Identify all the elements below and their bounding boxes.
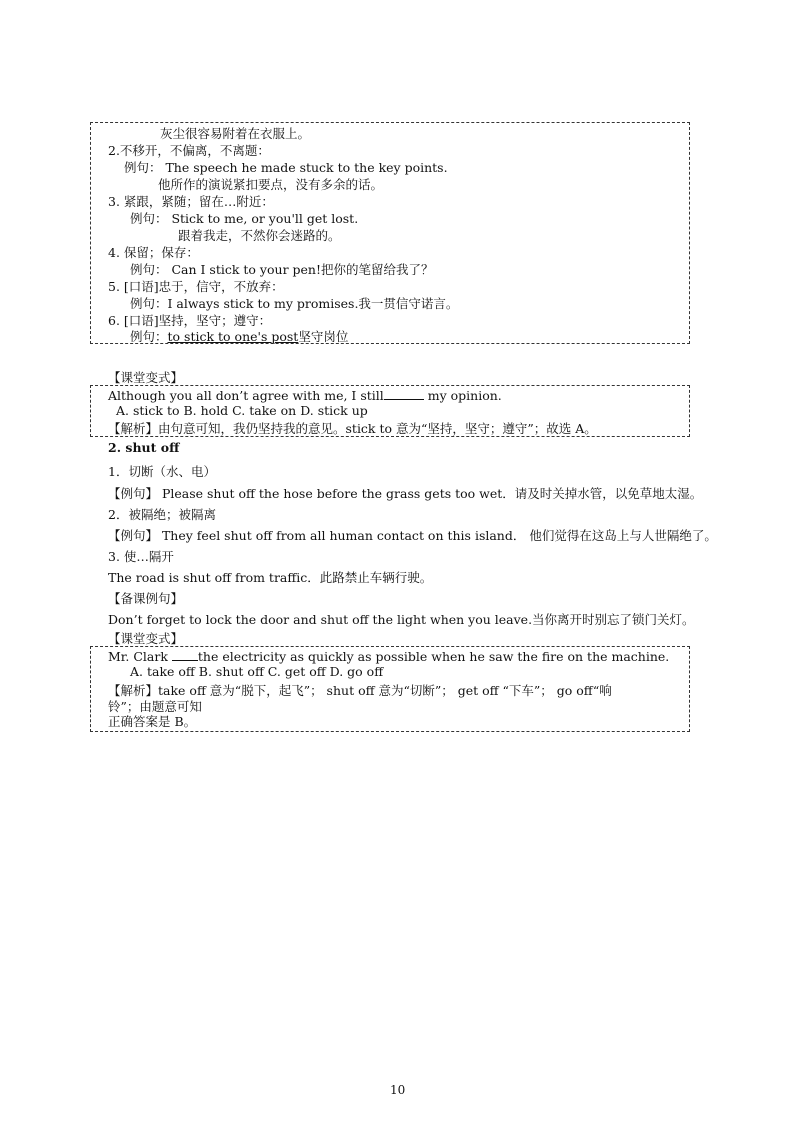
box1-line-6: 例句： Stick to me, or you'll get lost. [130, 211, 359, 226]
box1-line-9: 例句： Can I stick to your pen!把你的笔留给我了？ [130, 262, 434, 277]
meaning-1: 1．切断（水、电） [108, 464, 216, 479]
classroom-variant-heading-2: 【课堂变式】 [108, 631, 184, 646]
box1-line-7: 跟着我走，不然你会迷路的。 [178, 228, 341, 243]
exercise-2-analysis-line-2: 铃”；由题意可知 [108, 699, 202, 714]
exercise-1-options: A. stick to B. hold C. take on D. stick up [116, 403, 368, 418]
prep-example: Don’t forget to lock the door and shut off the light when you leave.当你离开时别忘了锁门关灯。 [108, 612, 695, 627]
example-1: 【例句】 Please shut off the hose before the grass gets too wet．请及时关掉水管，以免草地太湿。 [108, 486, 703, 501]
box1-line-10: 5. [口语]忠于，信守，不放弃： [108, 279, 284, 294]
exercise-2-analysis-line-1: 【解析】take off 意为“脱下，起飞”； shut off 意为“切断”； get off “下车”； go off“响 [108, 683, 612, 698]
box1-line-13 [130, 327, 348, 345]
box1-line-8: 4. 保留；保存： [108, 245, 199, 260]
box1-line-3: 例句： The speech he made stuck to the key points. [124, 160, 448, 175]
example-translation: 坚守岗位 [298, 329, 349, 344]
box1-line-11: 例句：I always stick to my promises.我一贯信守诺言。 [130, 296, 459, 311]
example-phrase: to stick to one's post [167, 329, 299, 344]
exercise-2-question [108, 648, 669, 664]
question-text-end: the electricity as quickly as possible when he saw the fire on the machine. [197, 649, 670, 664]
classroom-variant-heading-1: 【课堂变式】 [108, 370, 184, 385]
box1-line-2: 2.不移开，不偏离，不离题： [108, 143, 270, 158]
box1-line-4: 他所作的演说紧扣要点，没有多余的话。 [158, 177, 384, 192]
exercise-2-analysis-line-3: 正确答案是 B。 [108, 714, 197, 729]
exercise-2-options: A. take off B. shut off C. get off D. go off [130, 664, 384, 679]
box1-line-5: 3. 紧跟，紧随；留在…附近： [108, 194, 274, 209]
prep-example-heading: 【备课例句】 [108, 591, 184, 606]
meaning-2: 2．被隔绝；被隔离 [108, 507, 216, 522]
exercise-1-question [108, 387, 502, 403]
answer-blank [172, 648, 198, 661]
section-title-shut-off: 2. shut off [108, 440, 180, 455]
exercise-1-analysis: 【解析】由句意可知，我仍坚持我的意见。stick to 意为“坚持，坚守；遵守”；故选 A。 [108, 421, 597, 436]
box1-line-12: 6. [口语]坚持，坚守；遵守： [108, 313, 272, 328]
example-3: The road is shut off from traffic．此路禁止车辆行驶。 [108, 570, 433, 585]
example-label: 例句： [130, 329, 168, 344]
example-2: 【例句】 They feel shut off from all human contact on this island． 他们觉得在这岛上与人世隔绝了。 [108, 528, 717, 543]
answer-blank [384, 387, 424, 400]
page-number: 10 [390, 1083, 406, 1097]
box1-line-1: 灰尘很容易附着在衣服上。 [160, 126, 311, 141]
meaning-3: 3. 使…隔开 [108, 549, 174, 564]
question-text-start: Although you all don’t agree with me, I still [108, 388, 384, 403]
question-text-end: my opinion. [423, 388, 502, 403]
question-text-start: Mr. Clark [108, 649, 172, 664]
